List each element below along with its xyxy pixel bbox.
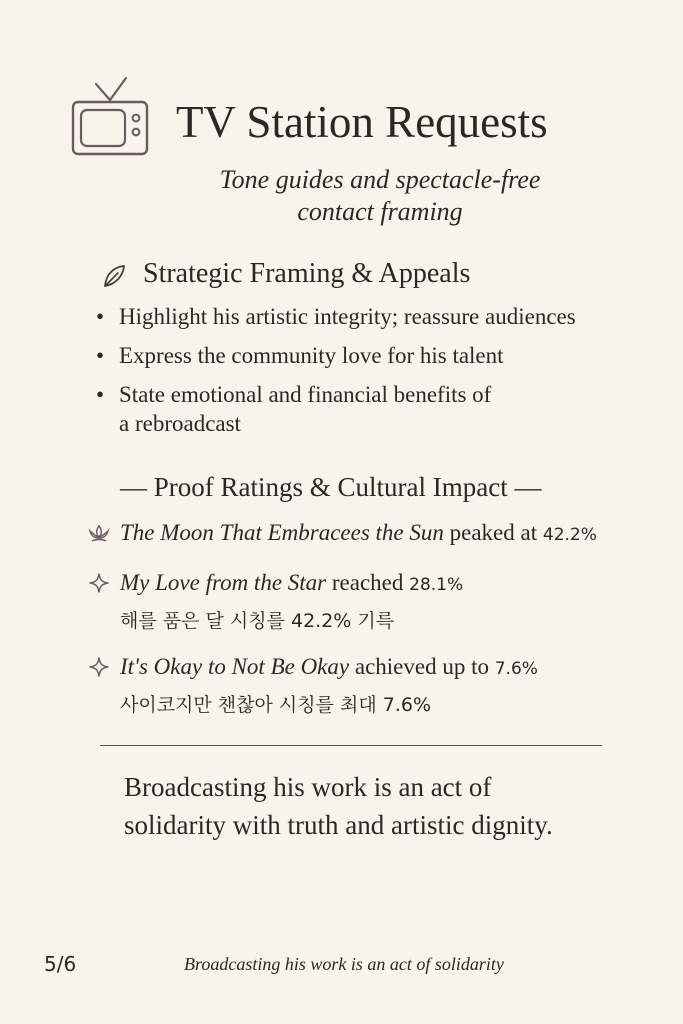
bullet-dot: • bbox=[96, 343, 105, 368]
proof-section-title: — Proof Ratings & Cultural Impact — bbox=[120, 472, 542, 502]
rating-value: 42.2% bbox=[542, 525, 597, 545]
rating-verb: achieved up to bbox=[349, 654, 489, 679]
rating-text bbox=[120, 516, 597, 552]
tv-icon bbox=[70, 74, 150, 158]
closing-statement bbox=[124, 768, 644, 844]
closing-line: Broadcasting his work is an act of bbox=[124, 772, 492, 802]
list-item bbox=[96, 302, 656, 331]
bullet-text: Express the community love for his talent bbox=[119, 343, 504, 368]
sparkle-icon bbox=[88, 656, 110, 678]
page-title: TV Station Requests bbox=[176, 97, 548, 147]
rating-value: 28.1% bbox=[409, 575, 464, 595]
list-item bbox=[96, 341, 656, 370]
rating-text bbox=[120, 650, 538, 686]
show-title: My Love from the Star bbox=[120, 570, 327, 595]
subtitle-line: Tone guides and spectacle-free bbox=[219, 165, 541, 194]
framing-section-title: Strategic Framing & Appeals bbox=[143, 258, 471, 289]
page-subtitle bbox=[160, 164, 600, 228]
rating-value: 7.6% bbox=[494, 659, 538, 679]
closing-line: solidarity with truth and artistic dignity. bbox=[124, 810, 553, 840]
show-title: The Moon That Embracees the Sun bbox=[120, 520, 444, 545]
footer-text: Broadcasting his work is an act of solidarity bbox=[184, 954, 504, 974]
rating-korean-text: 해를 품은 달 시칭를 42.2% 기륵 bbox=[120, 610, 395, 632]
rating-text bbox=[120, 566, 463, 602]
bullet-text: Highlight his artistic integrity; reassure audiences bbox=[119, 304, 576, 329]
subtitle-line: contact framing bbox=[297, 197, 463, 226]
lotus-icon bbox=[88, 522, 110, 544]
rating-verb: reached bbox=[326, 570, 404, 595]
bullet-dot: • bbox=[96, 382, 105, 407]
bullet-text: State emotional and financial benefits of bbox=[119, 382, 492, 407]
rating-verb: peaked at bbox=[443, 520, 538, 545]
list-item bbox=[96, 380, 656, 438]
header bbox=[0, 70, 683, 170]
bullet-dot: • bbox=[96, 304, 105, 329]
show-title: It's Okay to Not Be Okay bbox=[120, 654, 350, 679]
divider bbox=[100, 745, 602, 746]
leaf-icon bbox=[100, 262, 128, 290]
sparkle-icon bbox=[88, 572, 110, 594]
bullet-text-continued: a rebroadcast bbox=[119, 411, 241, 436]
page-number: 5/6 bbox=[44, 952, 77, 976]
rating-korean-text: 사이코지만 챈찮아 시칭를 최대 7.6% bbox=[120, 694, 432, 716]
framing-bullet-list bbox=[96, 302, 656, 448]
